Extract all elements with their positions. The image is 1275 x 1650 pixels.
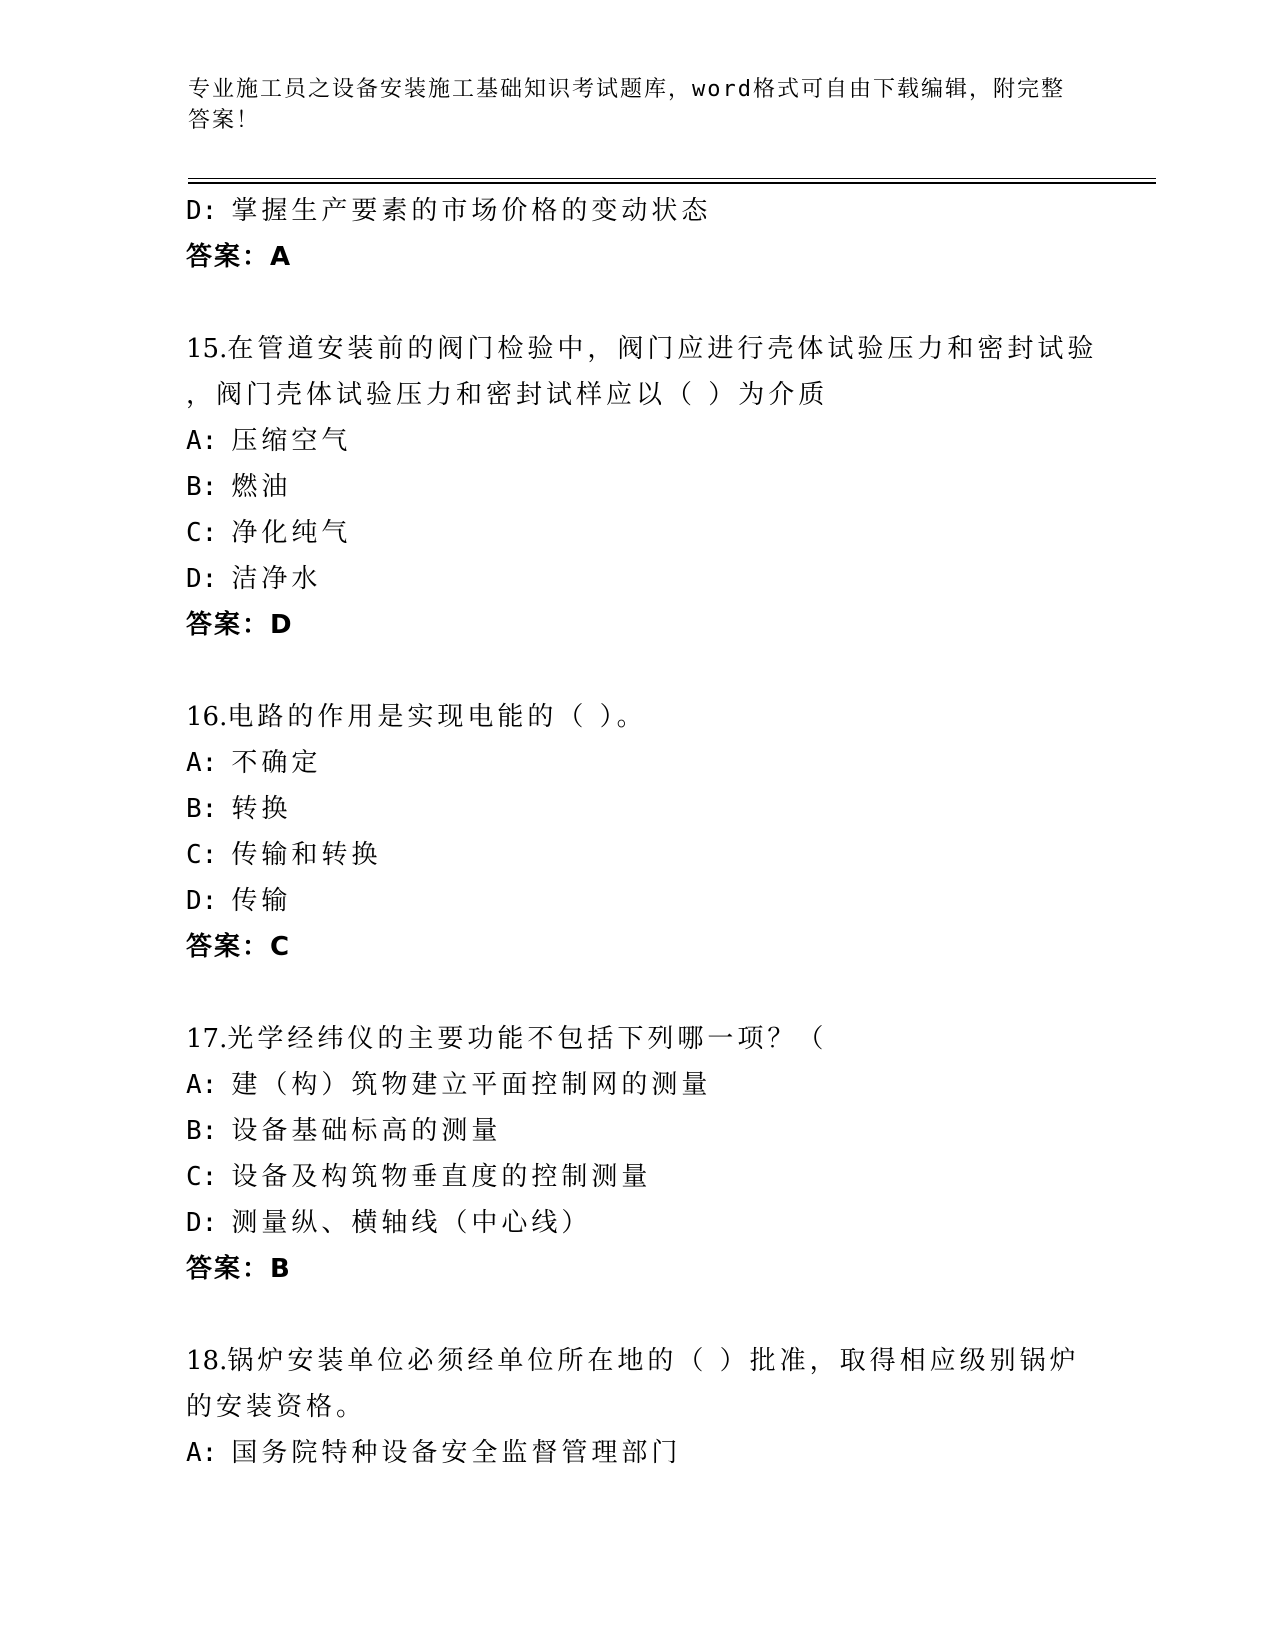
option-d (186, 878, 1086, 924)
option-text: 转换 (231, 794, 292, 824)
option-letter: B: (186, 472, 218, 502)
option-letter: A: (186, 1070, 218, 1100)
option-c (186, 510, 1086, 556)
header-divider-thick (188, 182, 1156, 184)
answer-line: 答案：B (186, 1254, 292, 1284)
question-16 (186, 694, 1086, 970)
option-text: 设备及构筑物垂直度的控制测量 (231, 1162, 652, 1192)
question-text: 在管道安装前的阀门检验中，阀门应进行壳体试验压力和密封试验 (227, 334, 1098, 364)
question-number: 18. (186, 1346, 228, 1376)
question-text: 光学经纬仪的主要功能不包括下列哪一项？（ (227, 1024, 828, 1054)
option-letter: C: (186, 518, 218, 548)
option-letter: B: (186, 1116, 218, 1146)
option-d (186, 556, 1086, 602)
option-b (186, 1108, 1086, 1154)
option-text: 压缩空气 (231, 426, 352, 456)
question-line-continued: ，阀门壳体试验压力和密封试样应以（ ）为介质 (186, 380, 829, 410)
question-number: 15. (186, 334, 228, 364)
spacer (186, 970, 1086, 1016)
answer-line: 答案：D (186, 610, 294, 640)
spacer (186, 648, 1086, 694)
question-line (186, 326, 1098, 372)
question-15 (186, 326, 1098, 648)
option-text: 燃油 (231, 472, 292, 502)
option-letter: D: (186, 886, 218, 916)
option-a (186, 418, 1086, 464)
answer-line: 答案：A (186, 242, 293, 272)
question-17 (186, 1016, 1086, 1292)
option-letter: D: (186, 1208, 218, 1238)
option-letter: A: (186, 748, 218, 778)
option-text: 传输 (231, 886, 292, 916)
option-text: 传输和转换 (231, 840, 382, 870)
question-line-continued: 的安装资格。 (186, 1392, 367, 1422)
option-b (186, 464, 1086, 510)
option-c (186, 832, 1086, 878)
option-text: 不确定 (231, 748, 322, 778)
option-a (186, 740, 1086, 786)
option-letter: C: (186, 840, 218, 870)
option-letter: D: (186, 564, 218, 594)
page-header: 专业施工员之设备安装施工基础知识考试题库，word格式可自由下载编辑，附完整答案！ (188, 77, 1065, 133)
option-b (186, 786, 1086, 832)
answer-line: 答案：C (186, 932, 292, 962)
question-line (186, 1338, 1086, 1384)
question-text: 锅炉安装单位必须经单位所在地的（ ）批准，取得相应级别锅炉 (227, 1346, 1080, 1376)
question-number: 16. (186, 702, 228, 732)
option-text: 掌握生产要素的市场价格的变动状态 (231, 196, 712, 226)
option-text: 洁净水 (231, 564, 322, 594)
option-text: 测量纵、横轴线（中心线） (231, 1208, 592, 1238)
option-letter: A: (186, 426, 218, 456)
option-letter: B: (186, 794, 218, 824)
document-body (186, 188, 1098, 1476)
option-d (186, 1200, 1086, 1246)
option-text: 设备基础标高的测量 (231, 1116, 502, 1146)
spacer (186, 280, 1086, 326)
question-18 (186, 1338, 1086, 1476)
option-a (186, 1430, 1086, 1476)
option-text: 净化纯气 (231, 518, 352, 548)
option-text: 国务院特种设备安全监督管理部门 (231, 1438, 682, 1468)
question-line (186, 1016, 1086, 1062)
option-d (186, 188, 1086, 234)
option-a (186, 1062, 1086, 1108)
question-text: 电路的作用是实现电能的（ ）。 (227, 702, 647, 732)
header-divider-thin (188, 178, 1156, 179)
option-c (186, 1154, 1086, 1200)
option-letter: C: (186, 1162, 218, 1192)
option-text: 建（构）筑物建立平面控制网的测量 (231, 1070, 712, 1100)
question-line (186, 694, 1086, 740)
question-number: 17. (186, 1024, 228, 1054)
spacer (186, 1292, 1086, 1338)
option-letter: A: (186, 1438, 218, 1468)
option-letter: D: (186, 196, 218, 226)
